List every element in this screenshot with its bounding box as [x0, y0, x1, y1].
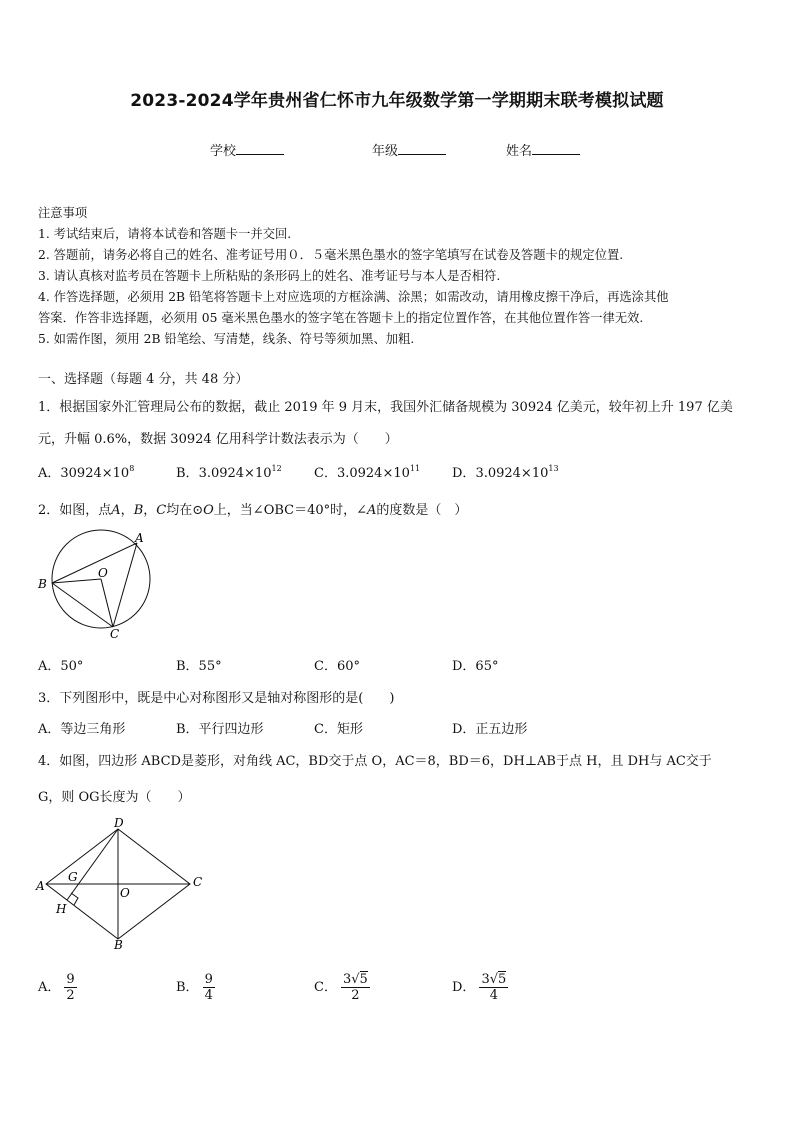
- q1-option-d[interactable]: D．$3.0924\times 10^{13}$: [452, 464, 559, 481]
- name-label: 姓名: [506, 144, 533, 159]
- school-label: 学校: [210, 144, 237, 159]
- school-field[interactable]: [210, 140, 284, 159]
- note-item: 1. 考试结束后，请将本试卷和答题卡一并交回.: [38, 227, 292, 241]
- q1-option-b[interactable]: B．$3.0924\times 10^{12}$: [176, 464, 282, 481]
- q1-option-a[interactable]: A．$30924\times 10^8$: [38, 464, 135, 481]
- grade-blank[interactable]: [398, 142, 446, 155]
- label-c: C: [193, 875, 203, 889]
- q4-option-a[interactable]: A． $\frac{9}{2}$: [38, 972, 75, 1003]
- q3-option-d[interactable]: D．正五边形: [452, 722, 528, 737]
- notes-heading: 注意事项: [38, 206, 88, 220]
- q1-line1: 1．根据国家外汇管理局公布的数据，截止 2019 年 9 月末，我国外汇储备规模为 30924 亿美元，较年初上升 197 亿美: [38, 400, 733, 415]
- label-o: O: [98, 566, 108, 580]
- q4-option-d[interactable]: D． $\frac{3√5}{4}$: [452, 972, 507, 1003]
- q4-option-b[interactable]: B． $\frac{9}{4}$: [176, 972, 213, 1003]
- name-field[interactable]: [506, 140, 580, 159]
- q2-circle-figure: [36, 527, 160, 643]
- notes-block: [38, 203, 768, 350]
- q4-rhombus-figure: [34, 815, 210, 955]
- q3-option-b[interactable]: B．平行四边形: [176, 722, 264, 737]
- q4-line1: 4．如图，四边形 ABCD是菱形，对角线 AC，BD交于点 O，AC＝8，BD＝6，DH⊥AB于点 H，且 DH与 AC交于: [38, 754, 712, 769]
- note-item: 2. 答题前，请务必将自己的姓名、准考证号用０．５毫米黑色墨水的签字笔填写在试卷及答题卡的规定位置.: [38, 248, 624, 262]
- label-h: H: [56, 902, 67, 916]
- q2-text: 2．如图，点A，B，C均在⊙O上，当∠OBC＝40°时，∠A的度数是（ ）: [38, 503, 468, 518]
- label-g: G: [68, 870, 78, 884]
- q2-option-d[interactable]: D．65°: [452, 659, 499, 674]
- label-a: A: [36, 879, 45, 893]
- q2-option-a[interactable]: A．50°: [38, 659, 84, 674]
- q1-option-c[interactable]: C．$3.0924\times 10^{11}$: [314, 464, 421, 481]
- label-b: B: [114, 938, 123, 952]
- label-a: A: [135, 531, 144, 545]
- note-item: 4. 作答选择题，必须用 2B 铅笔将答题卡上对应选项的方框涂满、涂黑；如需改动，请用橡皮擦干净后，再选涂其他: [38, 290, 669, 304]
- note-item: 3. 请认真核对监考员在答题卡上所粘贴的条形码上的姓名、准考证号与本人是否相符.: [38, 269, 501, 283]
- name-blank[interactable]: [532, 142, 580, 155]
- grade-field[interactable]: [372, 140, 446, 159]
- q2-option-b[interactable]: B．55°: [176, 659, 222, 674]
- note-item: 5. 如需作图，须用 2B 铅笔绘、写清楚，线条、符号等须加黑、加粗.: [38, 332, 415, 346]
- label-o: O: [120, 886, 130, 900]
- page-title: 2023-2024学年贵州省仁怀市九年级数学第一学期期末联考模拟试题: [130, 91, 664, 111]
- section-heading: 一、选择题（每题 4 分，共 48 分）: [38, 372, 249, 387]
- label-b: B: [38, 577, 47, 591]
- q3-option-a[interactable]: A．等边三角形: [38, 722, 126, 737]
- label-c: C: [110, 627, 120, 641]
- q3-text: 3．下列图形中，既是中心对称图形又是轴对称图形的是( ): [38, 691, 395, 706]
- note-item: 答案．作答非选择题，必须用 05 毫米黑色墨水的签字笔在答题卡上的指定位置作答，在其他位置作答一律无效.: [38, 311, 644, 325]
- label-d: D: [114, 816, 124, 830]
- school-blank[interactable]: [236, 142, 284, 155]
- q1-line2: 元，升幅 0.6%，数据 30924 亿用科学计数法表示为（ ）: [38, 432, 398, 447]
- q4-option-c[interactable]: C． $\frac{3√5}{2}$: [314, 972, 368, 1003]
- grade-label: 年级: [372, 144, 399, 159]
- q3-option-c[interactable]: C．矩形: [314, 722, 363, 737]
- q4-line2: G，则 OG长度为（ ）: [38, 790, 191, 805]
- q2-option-c[interactable]: C．60°: [314, 659, 360, 674]
